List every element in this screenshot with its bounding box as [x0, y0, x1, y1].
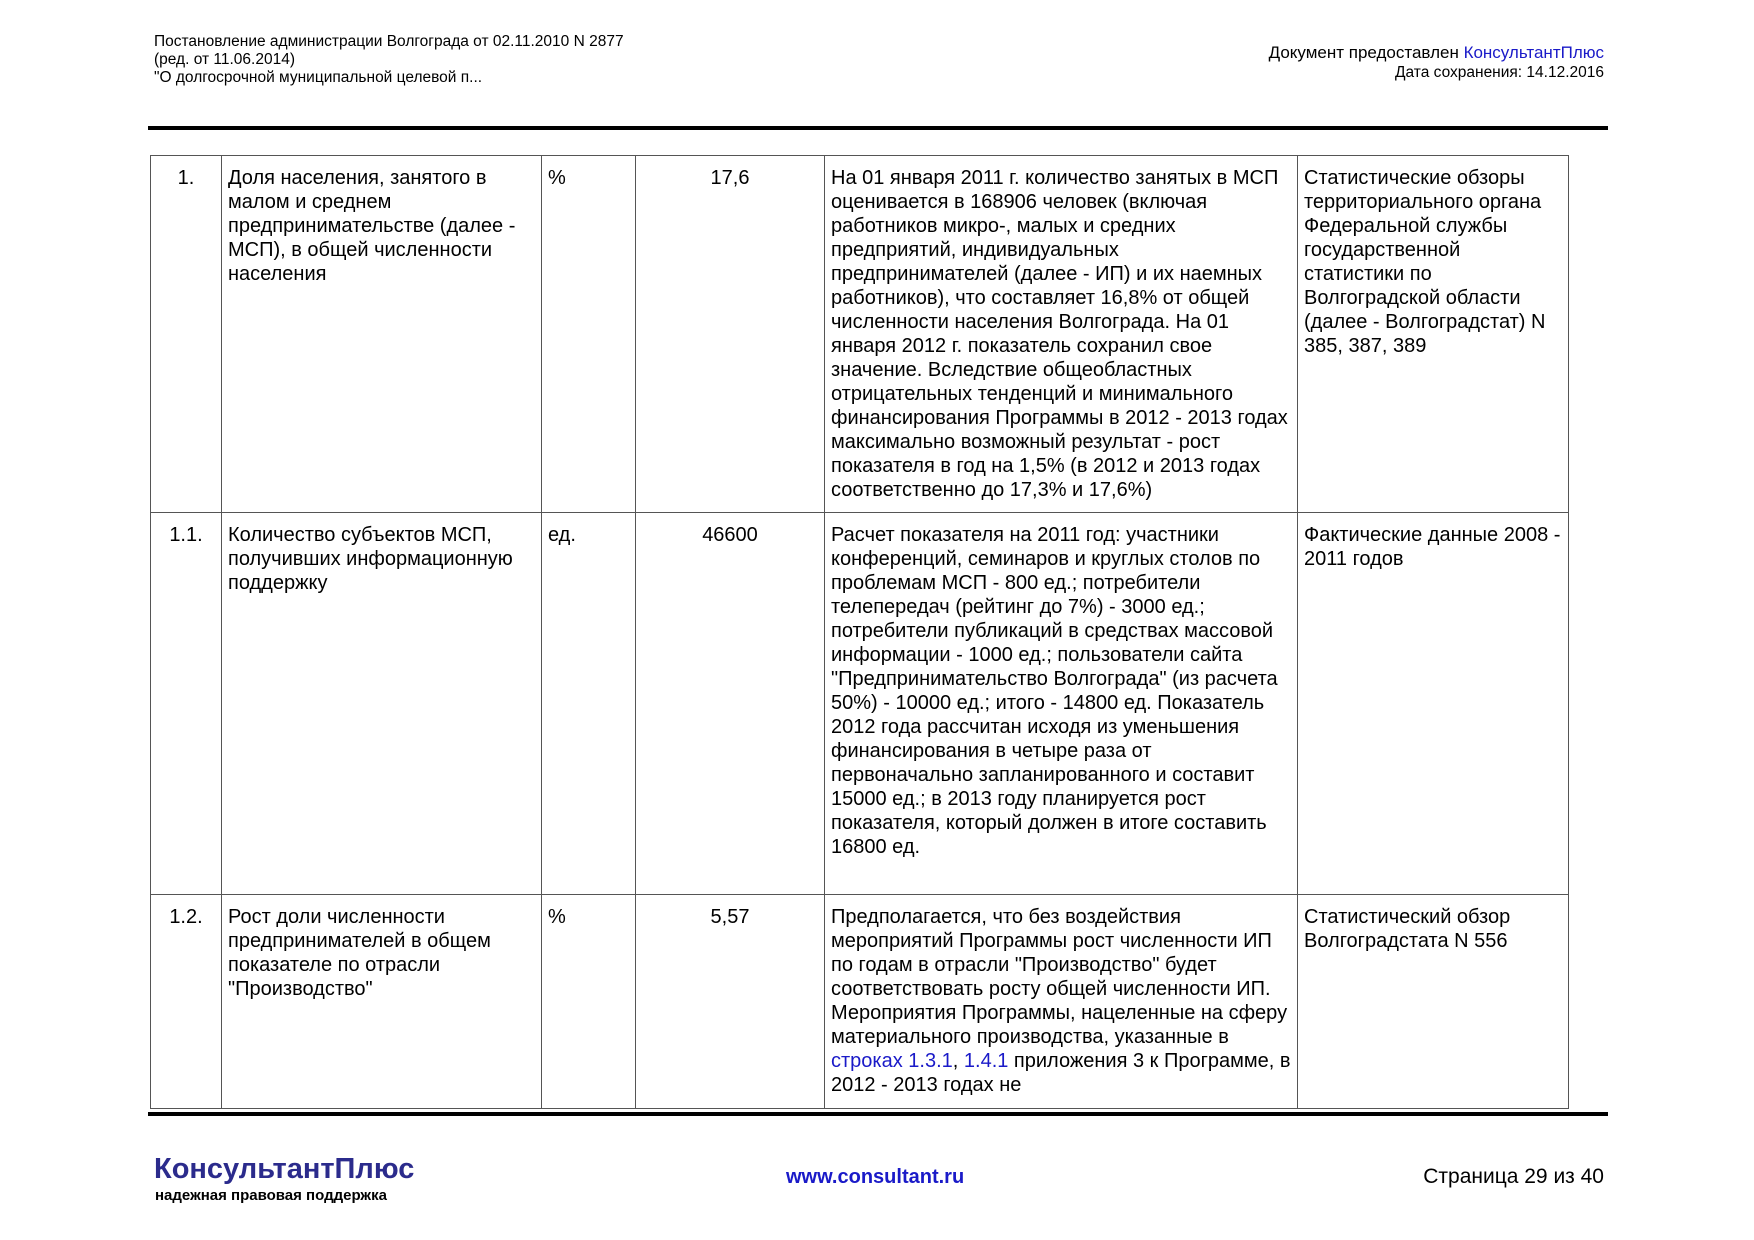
consultant-logo: КонсультантПлюс [154, 1153, 415, 1185]
value: 5,57 [636, 895, 825, 1109]
row-number: 1.2. [151, 895, 222, 1109]
indicators-table [150, 155, 1569, 1109]
table-row [151, 156, 1569, 513]
indicator-name: Рост доли численности предпринимателей в общем показателе по отрасли "Производство" [222, 895, 542, 1109]
indicator-name: Доля населения, занятого в малом и среднем предпринимательстве (далее - МСП), в общей численности населения [222, 156, 542, 513]
header-line-1: Постановление администрации Волгограда от 02.11.2010 N 2877 [154, 33, 624, 50]
document-provider-info [1269, 43, 1604, 83]
header-line-3: "О долгосрочной муниципальной целевой п... [154, 69, 483, 86]
description: Расчет показателя на 2011 год: участники конференций, семинаров и круглых столов по проблемам МСП - 800 ед.; потребители телепередач (рейтинг до 7%) - 3000 ед.; потребители публикаций в средствах массовой информации - 1000 ед.; пользователи сайта "Предпринимательство Волгограда" (из расчета 50%) - 10000 ед.; итого - 14800 ед. Показатель 2012 года рассчитан исходя из уменьшения финансирования в четыре раза от первоначально запланированного и составит 15000 ед.; в 2013 году планируется рост показателя, который должен в итоге составить 16800 ед. [825, 513, 1298, 895]
description [825, 895, 1298, 1109]
source: Статистические обзоры территориального органа Федеральной службы государственной статистики по Волгоградской области (далее - Волгоградстат) N 385, 387, 389 [1298, 156, 1569, 513]
link-row-1-4-1[interactable]: 1.4.1 [963, 1050, 1009, 1072]
provided-by [1269, 43, 1604, 63]
page-counter: Страница 29 из 40 [1423, 1165, 1604, 1188]
source: Фактические данные 2008 - 2011 годов [1298, 513, 1569, 895]
save-date: Дата сохранения: 14.12.2016 [1395, 64, 1604, 81]
description-text-cont: приложения 3 к Программе, в 2012 - 2013 годах не [831, 1050, 1291, 1096]
logo-tagline: надежная правовая поддержка [155, 1187, 387, 1204]
link-separator: , [952, 1050, 964, 1072]
table-row [151, 895, 1569, 1109]
unit: % [542, 895, 636, 1109]
unit: % [542, 156, 636, 513]
indicator-name: Количество субъектов МСП, получивших информационную поддержку [222, 513, 542, 895]
source: Статистический обзор Волгоградстата N 556 [1298, 895, 1569, 1109]
provided-prefix: Документ предоставлен [1268, 43, 1464, 62]
footer-divider [148, 1112, 1608, 1116]
link-rows-1-3-1[interactable]: строках 1.3.1 [831, 1050, 953, 1072]
value: 17,6 [636, 156, 825, 513]
description-text: Предполагается, что без воздействия мероприятий Программы рост численности ИП по годам в отрасли "Производство" будет соответствовать росту общей численности ИП. Мероприятия Программы, нацеленные на сферу материального производства, указанные в [831, 906, 1288, 1048]
document-header-title [154, 33, 624, 87]
description: На 01 января 2011 г. количество занятых в МСП оценивается в 168906 человек (включая работников микро-, малых и средних предприятий, индивидуальных предпринимателей (далее - ИП) и их наемных работников), что составляет 16,8% от общей численности населения Волгограда. На 01 января 2012 г. показатель сохранил свое значение. Вследствие общеобластных отрицательных тенденций и минимального финансирования Программы в 2012 - 2013 годах максимально возможный результат - рост показателя в год на 1,5% (в 2012 и 2013 годах соответственно до 17,3% и 17,6%) [825, 156, 1298, 513]
table-row [151, 513, 1569, 895]
value: 46600 [636, 513, 825, 895]
row-number: 1.1. [151, 513, 222, 895]
unit: ед. [542, 513, 636, 895]
website-link[interactable]: www.consultant.ru [786, 1166, 965, 1188]
row-number: 1. [151, 156, 222, 513]
header-line-2: (ред. от 11.06.2014) [154, 51, 295, 68]
header-divider [148, 126, 1608, 130]
provider-brand-link[interactable]: КонсультантПлюс [1463, 43, 1604, 62]
